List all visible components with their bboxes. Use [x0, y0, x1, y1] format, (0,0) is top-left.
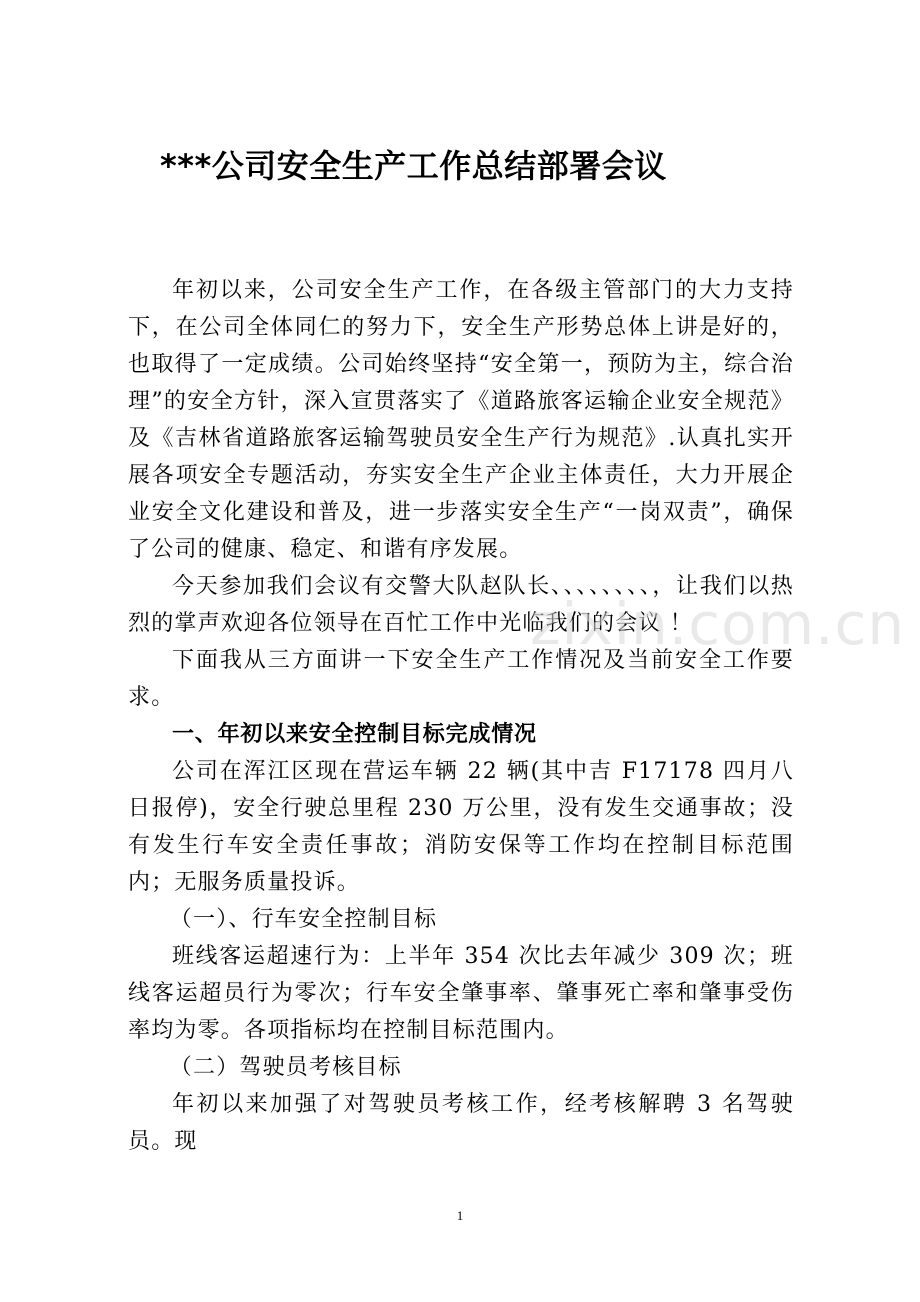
paragraph-speeding-stats: 班线客运超速行为：上半年 354 次比去年减少 309 次；班线客运超员行为零次；行车安全肇事率、肇事死亡率和肇事受伤率均为零。各项指标均在控制目标范围内。 [128, 944, 794, 1043]
paragraph-welcome: 今天参加我们会议有交警大队赵队长、、、、、、、、，让我们以热烈的掌声欢迎各位领导在百忙工作中光临我们的会议 ！ [128, 574, 794, 636]
paragraph-vehicle-status: 公司在浑江区现在营运车辆 22 辆(其中吉 F17178 四月八日报停)，安全行驶总里程 230 万公里，没有发生交通事故；没有发生行车安全责任事故；消防安保等工作均在控制目标范围内；无服务质量投诉。 [128, 759, 794, 895]
document-title: ***公司安全生产工作总结部署会议 [160, 147, 667, 185]
watermark: zixin.com.cn [530, 590, 906, 658]
document-body [128, 272, 794, 1160]
paragraph-driver-assessment: 年初以来加强了对驾驶员考核工作，经考核解聘 3 名驾驶员。现 [128, 1092, 794, 1154]
page-number: 1 [456, 1208, 464, 1223]
paragraph-outline: 下面我从三方面讲一下安全生产工作情况及当前安全工作要求。 [128, 648, 794, 710]
section-heading-1: 一、年初以来安全控制目标完成情况 [172, 722, 537, 747]
subsection-heading-1: （一）、行车安全控制目标 [169, 907, 438, 932]
subsection-heading-2: （二）驾驶员考核目标 [169, 1055, 402, 1080]
paragraph-intro: 年初以来，公司安全生产工作，在各级主管部门的大力支持下，在公司全体同仁的努力下，安全生产形势总体上讲是好的，也取得了一定成绩。公司始终坚持“安全第一，预防为主，综合治理”的安全方针，深入宣贯落实了《道路旅客运输企业安全规范》及《吉林省道路旅客运输驾驶员安全生产行为规范》.认真扎实开展各项安全专题活动，夯实安全生产企业主体责任，大力开展企业安全文化建设和普及，进一步落实安全生产“一岗双责”，确保了公司的健康、稳定、和谐有序发展。 [128, 278, 794, 562]
